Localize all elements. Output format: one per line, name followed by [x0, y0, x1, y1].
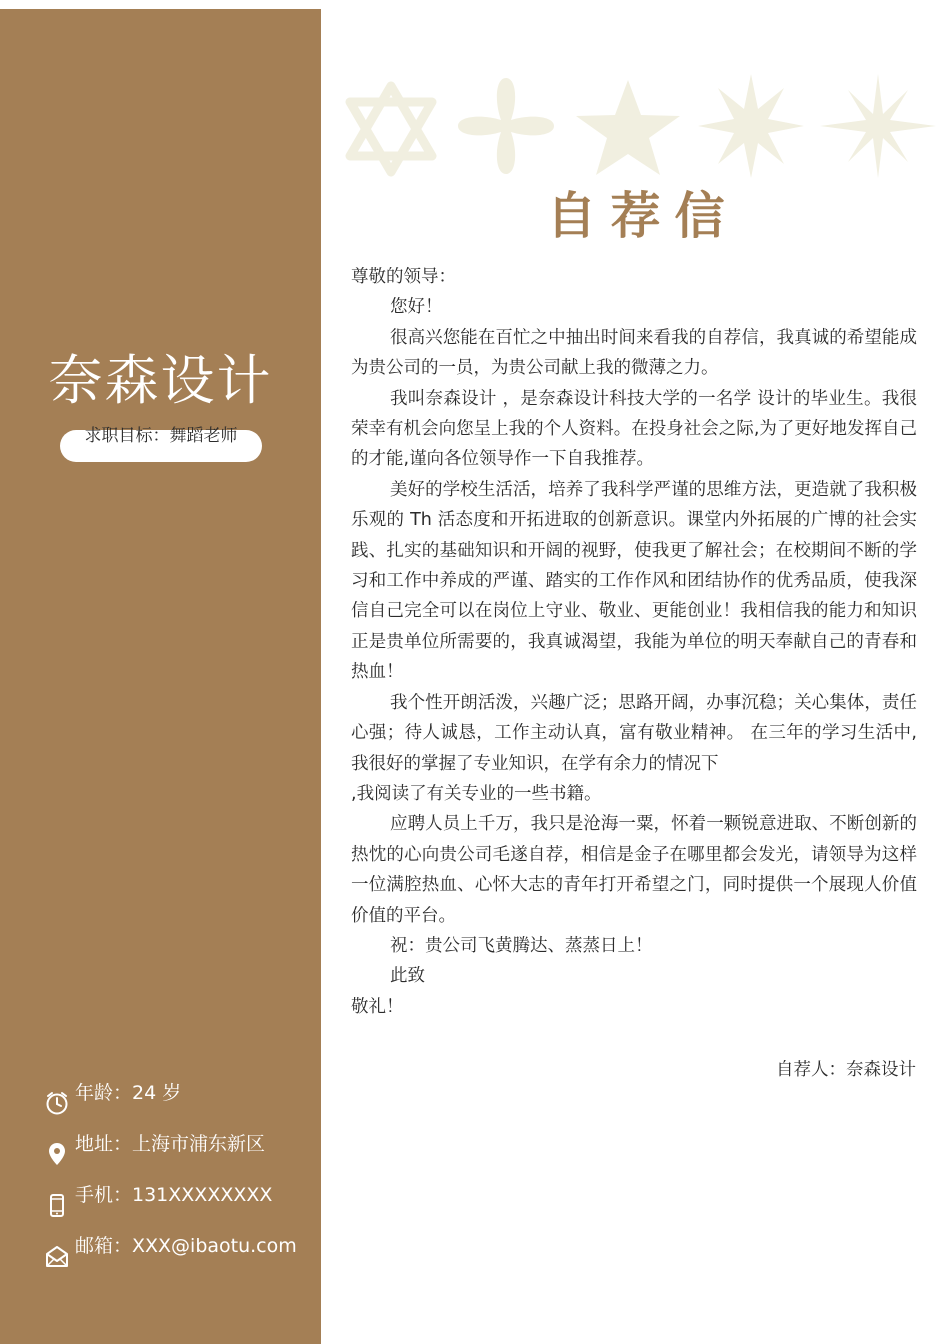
letter-paragraph: 美好的学校生活活，培养了我科学严谨的思维方法，更造就了我积极乐观的 Th 活态度和开拓进取的创新意识。课堂内外拓展的广博的社会实践、扎实的基础知识和开阔的视野，使我更了解社会；在校期间不断的学习和工作中养成的严谨、踏实的工作作风和团结协作的优秀品质，使我深信自己完全可以在岗位上守业、敬业、更能创业！我相信我的能力和知识正是贵单位所需要的，我真诚渴望，我能为单位的明天奉献自己的青春和热血！ — [351, 479, 917, 683]
contact-phone-text: 手机：131XXXXXXXX — [75, 1184, 273, 1206]
four-petal-star — [458, 78, 554, 174]
spiky-star — [820, 74, 936, 178]
letter-body — [351, 262, 917, 1022]
contact-age-text: 年龄：24 岁 — [75, 1082, 182, 1104]
contact-age — [44, 1078, 314, 1118]
letter-paragraph: 应聘人员上千万，我只是沧海一粟，怀着一颗锐意进取、不断创新的热忱的心向贵公司毛遂自荐，相信是金子在哪里都会发光，请领导为这样一位满腔热血、心怀大志的青年打开希望之门，同时提供一个展现人价值价值的平台。 — [351, 814, 917, 926]
contact-address-text: 地址：上海市浦东新区 — [75, 1133, 266, 1155]
decorative-stars — [340, 74, 940, 180]
letter-paragraph: ,我阅读了有关专业的一些书籍。 — [351, 783, 602, 804]
letter-title: 自荐信 — [546, 187, 739, 245]
location-pin-icon — [44, 1141, 70, 1167]
mobile-phone-icon — [44, 1192, 70, 1218]
letter-salutation: 尊敬的领导： — [351, 267, 456, 287]
letter-wishes: 祝：贵公司飞黄腾达、蒸蒸日上！ — [390, 935, 653, 956]
job-goal-text: 求职目标：舞蹈老师 — [84, 426, 238, 446]
contact-address — [44, 1129, 314, 1169]
letter-closing: 此致 — [390, 966, 425, 987]
letter-regards: 敬礼！ — [351, 996, 404, 1017]
letter-paragraph: 很高兴您能在百忙之中抽出时间来看我的自荐信，我真诚的希望能成为贵公司的一员，为贵公司献上我的微薄之力。 — [351, 327, 917, 379]
contact-email — [44, 1231, 314, 1271]
mail-icon — [44, 1243, 70, 1269]
contact-email-text: 邮箱：XXX@ibaotu.com — [75, 1235, 297, 1257]
candidate-name: 奈森设计 — [48, 349, 273, 412]
letter-signature: 自荐人：奈森设计 — [776, 1060, 916, 1080]
contact-phone — [44, 1180, 314, 1220]
letter-greeting: 您好！ — [390, 297, 443, 318]
clock-icon — [44, 1090, 70, 1116]
eight-point-star — [698, 74, 804, 178]
letter-paragraph: 我个性开朗活泼，兴趣广泛；思路开阔，办事沉稳；关心集体，责任心强；待人诚恳，工作主动认真，富有敬业精神。 在三年的学习生活中, 我很好的掌握了专业知识，在学有余力的情况下 — [351, 692, 917, 774]
five-point-star — [576, 80, 680, 175]
letter-paragraph: 我叫奈森设计 ，是奈森设计科技大学的一名学 设计的毕业生。我很荣幸有机会向您呈上我的个人资料。在投身社会之际,为了更好地发挥自己的才能,谨向各位领导作一下自我推荐。 — [351, 388, 917, 470]
